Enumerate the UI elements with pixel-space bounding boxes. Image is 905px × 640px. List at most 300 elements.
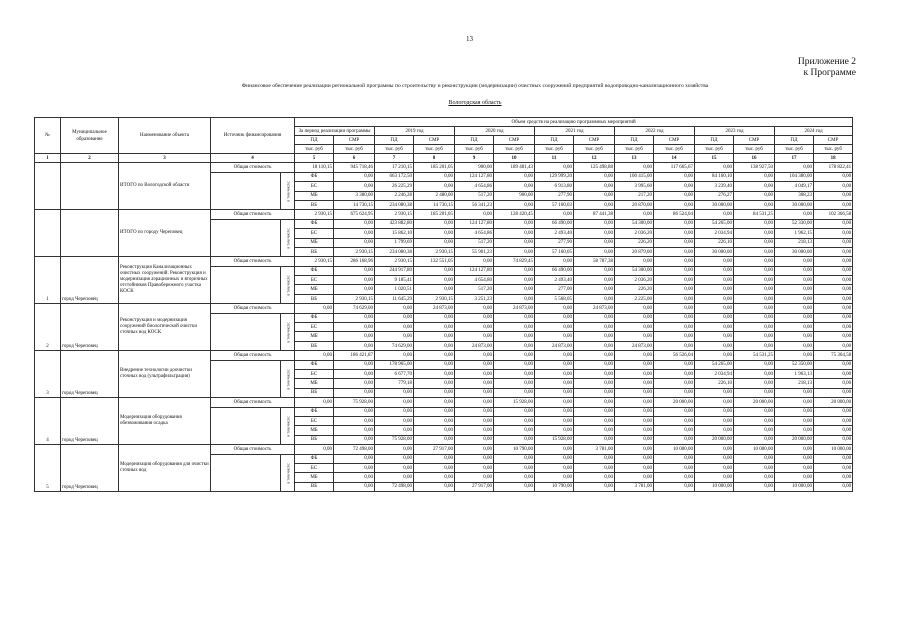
value-cell: 0,00 [775,445,814,454]
column-number: 1 [35,154,61,163]
value-cell: 15 928,00 [494,398,535,407]
value-cell: 178 822,41 [814,163,853,172]
value-cell: 54 531,25 [734,351,775,360]
source-cell: Общая стоимость [211,351,295,360]
value-cell: 0,00 [814,388,853,397]
value-cell: 0,00 [494,360,535,369]
value-cell: 0,00 [615,332,654,341]
value-cell: 0,00 [695,416,734,425]
value-cell: 0,00 [734,238,775,247]
in-that-number-label: в том числе: [281,407,295,445]
unit-header: тыс. руб [535,145,574,154]
value-cell: 0,00 [535,463,574,472]
value-cell: 0,00 [414,332,455,341]
source-cell: БС [295,416,334,425]
value-cell: 0,00 [814,369,853,378]
municipality-cell: город Череповец [61,445,119,492]
value-cell: 54 300,00 [615,219,654,228]
value-cell: 104 380,00 [775,172,814,181]
value-cell: 0,00 [814,294,853,303]
value-cell: 0,00 [734,229,775,238]
value-cell: 0,00 [734,247,775,256]
value-cell: 0,00 [734,257,775,266]
value-cell: 0,00 [494,388,535,397]
value-cell: 0,00 [695,341,734,350]
in-that-number-label: в том числе: [281,360,295,398]
smr-header: СМР [814,136,853,145]
value-cell: 0,00 [814,172,853,181]
value-cell: 10 000,00 [775,482,814,491]
value-cell: 0,00 [734,200,775,209]
value-cell: 0,00 [375,351,414,360]
value-cell: 0,00 [334,379,375,388]
value-cell: 15 928,00 [535,435,574,444]
value-cell: 0,00 [574,191,615,200]
value-cell: 0,00 [494,435,535,444]
value-cell: 20 000,00 [695,435,734,444]
value-cell: 0,00 [334,454,375,463]
value-cell: 0,00 [494,407,535,416]
value-cell: 0,00 [775,407,814,416]
value-cell: 0,00 [334,276,375,285]
value-cell: 0,00 [654,219,695,228]
value-cell: 0,00 [734,416,775,425]
pd-header: ПД [535,136,574,145]
value-cell: 0,00 [654,182,695,191]
value-cell: 0,00 [615,473,654,482]
value-cell: 189 481,43 [494,163,535,172]
value-cell: 0,00 [375,426,414,435]
value-cell: 2 034,94 [695,229,734,238]
value-cell: 100 415,00 [615,172,654,181]
value-cell: 0,00 [734,369,775,378]
value-cell: 0,00 [695,398,734,407]
value-cell: 1 799,69 [375,238,414,247]
period-header: За период реализации программы [295,127,375,136]
value-cell: 0,00 [775,304,814,313]
value-cell: 17 210,15 [375,163,414,172]
column-number: 7 [375,154,414,163]
value-cell: 124 127,80 [455,172,494,181]
value-cell: 56 526,04 [654,351,695,360]
source-cell: Общая стоимость [211,163,295,172]
object-name-cell: ИТОГО по городу Череповец [119,210,211,257]
unit-header: тыс. руб [334,145,375,154]
value-cell: 0,00 [455,369,494,378]
value-cell: 0,00 [814,379,853,388]
period-header: 2020 год [455,127,535,136]
value-cell: 423 882,80 [375,219,414,228]
spacer-cell [211,454,281,492]
value-cell: 0,00 [494,266,535,275]
value-cell: 0,00 [574,482,615,491]
value-cell: 2 246,28 [375,191,414,200]
value-cell: 0,00 [574,313,615,322]
value-cell: 20 000,00 [814,398,853,407]
value-cell: 0,00 [455,332,494,341]
value-cell: 30 000,00 [695,247,734,256]
value-cell: 2 930,15 [295,210,334,219]
value-cell: 0,00 [414,285,455,294]
source-cell: ВБ [295,482,334,491]
value-cell: 2 225,00 [615,294,654,303]
value-cell: 0,00 [814,238,853,247]
value-cell: 0,00 [695,463,734,472]
value-cell: 125 498,88 [574,163,615,172]
in-that-number-label: в том числе: [281,454,295,492]
value-cell: 0,00 [574,379,615,388]
source-cell: ВБ [295,200,334,209]
value-cell: 0,00 [334,369,375,378]
value-cell: 0,00 [535,369,574,378]
value-cell: 0,00 [535,351,574,360]
value-cell: 217,20 [615,191,654,200]
value-cell: 0,00 [695,294,734,303]
value-cell: 0,00 [654,229,695,238]
table-row [35,398,853,407]
value-cell: 0,00 [695,276,734,285]
column-number-row [35,154,853,163]
source-cell: МБ [295,191,334,200]
value-cell: 56 341,23 [455,200,494,209]
column-number: 12 [574,154,615,163]
value-cell: 0,00 [734,219,775,228]
value-cell: 0,00 [695,407,734,416]
source-cell: ВБ [295,341,334,350]
source-cell: Общая стоимость [211,304,295,313]
value-cell: 0,00 [775,163,814,172]
value-cell: 0,00 [334,482,375,491]
value-cell: 10 000,00 [814,445,853,454]
value-cell: 0,00 [734,473,775,482]
pd-header: ПД [775,136,814,145]
value-cell: 4 654,86 [455,182,494,191]
source-cell: БС [295,229,334,238]
source-cell: МБ [295,332,334,341]
value-cell: 517,20 [455,191,494,200]
value-cell: 0,00 [615,416,654,425]
value-cell: 0,00 [494,369,535,378]
value-cell: 0,00 [334,463,375,472]
value-cell: 0,00 [574,172,615,181]
value-cell: 0,00 [494,482,535,491]
spacer-cell [211,219,281,257]
unit-header: тыс. руб [375,145,414,154]
value-cell: 0,00 [574,388,615,397]
value-cell: 52 330,00 [775,219,814,228]
period-header: 2023 год [695,127,775,136]
source-cell: БС [295,276,334,285]
smr-header: СМР [334,136,375,145]
municipality-cell [61,163,119,210]
value-cell: 0,00 [494,313,535,322]
source-cell: БС [295,463,334,472]
value-cell: 0,00 [695,388,734,397]
value-cell: 0,00 [414,416,455,425]
value-cell: 244 917,80 [375,266,414,275]
object-name-cell: ИТОГО по Вологодской области [119,163,211,210]
col-source-header: Источник финансирования [211,118,295,154]
value-cell: 2 930,15 [334,294,375,303]
value-cell: 20 870,00 [615,200,654,209]
value-cell: 2 034,94 [695,369,734,378]
value-cell: 74 829,45 [494,257,535,266]
value-cell: 3 251,23 [455,294,494,303]
source-cell: ФБ [295,172,334,181]
value-cell: 218,13 [775,238,814,247]
value-cell: 0,00 [414,266,455,275]
period-header: 2021 год [535,127,615,136]
value-cell: 2 930,15 [334,247,375,256]
value-cell: 0,00 [574,238,615,247]
value-cell: 0,00 [494,247,535,256]
source-cell: БС [295,369,334,378]
value-cell: 779,18 [375,379,414,388]
column-number: 10 [494,154,535,163]
column-number: 5 [295,154,334,163]
pd-header: ПД [455,136,494,145]
value-cell: 2 036,20 [615,229,654,238]
value-cell: 0,00 [654,191,695,200]
value-cell: 0,00 [535,426,574,435]
value-cell: 0,00 [334,313,375,322]
value-cell: 0,00 [615,163,654,172]
value-cell: 30 000,00 [775,200,814,209]
value-cell: 0,00 [414,482,455,491]
municipality-cell [61,210,119,257]
value-cell: 0,00 [574,332,615,341]
value-cell: 0,00 [814,182,853,191]
object-name-cell: Модернизация оборудования обезвоживания осадка [119,398,211,445]
table-row [35,445,853,454]
row-number: 3 [35,351,61,398]
value-cell: 185 201,05 [414,210,455,219]
value-cell: 0,00 [814,454,853,463]
value-cell: 0,00 [535,398,574,407]
pd-header: ПД [695,136,734,145]
value-cell: 0,00 [695,323,734,332]
value-cell: 0,00 [775,416,814,425]
column-number: 8 [414,154,455,163]
value-cell: 6 677,70 [375,369,414,378]
value-cell: 24 873,00 [535,341,574,350]
value-cell: 129 999,20 [535,172,574,181]
value-cell: 0,00 [734,407,775,416]
value-cell: 0,00 [814,200,853,209]
value-cell: 0,00 [535,257,574,266]
value-cell: 0,00 [814,285,853,294]
source-cell: ФБ [295,219,334,228]
value-cell: 72 498,00 [334,445,375,454]
value-cell: 0,00 [734,323,775,332]
value-cell: 1 962,15 [775,229,814,238]
value-cell: 0,00 [814,426,853,435]
value-cell: 0,00 [775,454,814,463]
value-cell: 0,00 [455,313,494,322]
municipality-cell: город Череповец [61,351,119,398]
value-cell: 0,00 [615,379,654,388]
source-cell: ВБ [295,388,334,397]
value-cell: 0,00 [615,369,654,378]
value-cell: 0,00 [734,285,775,294]
value-cell: 0,00 [734,332,775,341]
column-number: 16 [734,154,775,163]
value-cell: 0,00 [494,332,535,341]
value-cell: 0,00 [494,473,535,482]
value-cell: 11 645,29 [375,294,414,303]
row-number: 2 [35,304,61,351]
value-cell: 0,00 [414,379,455,388]
value-cell: 124 127,80 [455,219,494,228]
column-number: 17 [775,154,814,163]
value-cell: 0,00 [334,416,375,425]
value-cell: 0,00 [615,388,654,397]
value-cell: 0,00 [455,473,494,482]
value-cell: 30 000,00 [695,200,734,209]
value-cell: 0,00 [334,172,375,181]
value-cell: 0,00 [654,285,695,294]
value-cell: 2 930,15 [375,210,414,219]
value-cell: 0,00 [695,257,734,266]
unit-header: тыс. руб [734,145,775,154]
value-cell: 0,00 [775,341,814,350]
value-cell: 0,00 [574,454,615,463]
value-cell: 0,00 [775,257,814,266]
value-cell: 0,00 [574,407,615,416]
value-cell: 277,00 [535,285,574,294]
source-cell: ВБ [295,247,334,256]
value-cell: 663 172,50 [375,172,414,181]
unit-header: тыс. руб [455,145,494,154]
value-cell: 55 901,23 [455,247,494,256]
value-cell: 0,00 [775,210,814,219]
value-cell: 0,00 [375,473,414,482]
value-cell: 0,00 [494,323,535,332]
document-title: Финансовое обеспечение реализации региональной программы по строительству и реконструкции (модернизации) очистных сооружений предприятий водопроводно-канализационного хозяйства [241,83,709,89]
value-cell: 0,00 [814,266,853,275]
value-cell: 675 624,95 [334,210,375,219]
value-cell: 66 490,00 [535,219,574,228]
value-cell: 0,00 [334,341,375,350]
value-cell: 0,00 [615,351,654,360]
value-cell: 276,27 [695,191,734,200]
page-number: 13 [466,35,473,43]
value-cell: 0,00 [574,285,615,294]
value-cell: 0,00 [775,313,814,322]
value-cell: 0,00 [414,398,455,407]
period-header: 2019 год [375,127,455,136]
value-cell: 6 913,80 [535,182,574,191]
value-cell: 0,00 [654,426,695,435]
value-cell: 0,00 [494,229,535,238]
value-cell: 0,00 [814,482,853,491]
value-cell: 0,00 [814,191,853,200]
value-cell: 0,00 [295,304,334,313]
value-cell: 226,20 [615,285,654,294]
value-cell: 517,20 [455,238,494,247]
value-cell: 0,00 [695,304,734,313]
value-cell: 0,00 [775,351,814,360]
value-cell: 0,00 [414,341,455,350]
in-that-number-label: в том числе: [281,313,295,351]
value-cell: 308,23 [775,191,814,200]
pd-header: ПД [375,136,414,145]
value-cell: 0,00 [734,172,775,181]
column-number: 2 [61,154,119,163]
value-cell: 124 127,80 [455,266,494,275]
value-cell: 234 080,38 [375,200,414,209]
value-cell: 72 498,00 [375,482,414,491]
value-cell: 86 524,04 [654,210,695,219]
value-cell: 0,00 [455,379,494,388]
value-cell: 0,00 [775,463,814,472]
col-volume-header: Объем средств на реализацию программных мероприятий [295,118,853,127]
value-cell: 0,00 [375,454,414,463]
unit-header: тыс. руб [414,145,455,154]
value-cell: 0,00 [414,426,455,435]
value-cell: 0,00 [574,426,615,435]
value-cell: 0,00 [414,360,455,369]
value-cell: 0,00 [654,463,695,472]
unit-header: тыс. руб [615,145,654,154]
value-cell: 10 790,00 [494,445,535,454]
value-cell: 0,00 [574,200,615,209]
object-name-cell: Модернизация оборудования для очистки сточных вод [119,445,211,492]
appendix-label [798,57,856,79]
value-cell: 0,00 [775,388,814,397]
value-cell: 0,00 [574,323,615,332]
column-number: 9 [455,154,494,163]
smr-header: СМР [494,136,535,145]
source-cell: МБ [295,473,334,482]
value-cell: 0,00 [615,257,654,266]
value-cell: 0,00 [654,294,695,303]
value-cell: 20 000,00 [775,435,814,444]
value-cell: 0,00 [775,398,814,407]
value-cell: 0,00 [654,435,695,444]
value-cell: 0,00 [455,445,494,454]
value-cell: 0,00 [654,238,695,247]
value-cell: 0,00 [574,229,615,238]
value-cell: 945 718,46 [334,163,375,172]
row-number: 1 [35,257,61,304]
table-row [35,210,853,219]
value-cell: 0,00 [695,332,734,341]
value-cell: 2 930,15 [414,247,455,256]
value-cell: 74 629,00 [375,341,414,350]
value-cell: 0,00 [654,332,695,341]
value-cell: 0,00 [455,388,494,397]
value-cell: 0,00 [535,360,574,369]
table-row [35,257,853,266]
value-cell: 0,00 [574,182,615,191]
value-cell: 0,00 [414,313,455,322]
value-cell: 277,90 [535,238,574,247]
spacer-cell [211,172,281,210]
value-cell: 4 049,17 [775,182,814,191]
value-cell: 0,00 [375,323,414,332]
municipality-cell: город Череповец [61,304,119,351]
value-cell: 286 168,96 [334,257,375,266]
value-cell: 20 000,00 [654,398,695,407]
value-cell: 18 110,15 [295,163,334,172]
spacer-cell [211,266,281,304]
value-cell: 0,00 [654,360,695,369]
row-number: 4 [35,398,61,445]
value-cell: 0,00 [414,454,455,463]
value-cell: 0,00 [414,388,455,397]
value-cell: 0,00 [814,473,853,482]
